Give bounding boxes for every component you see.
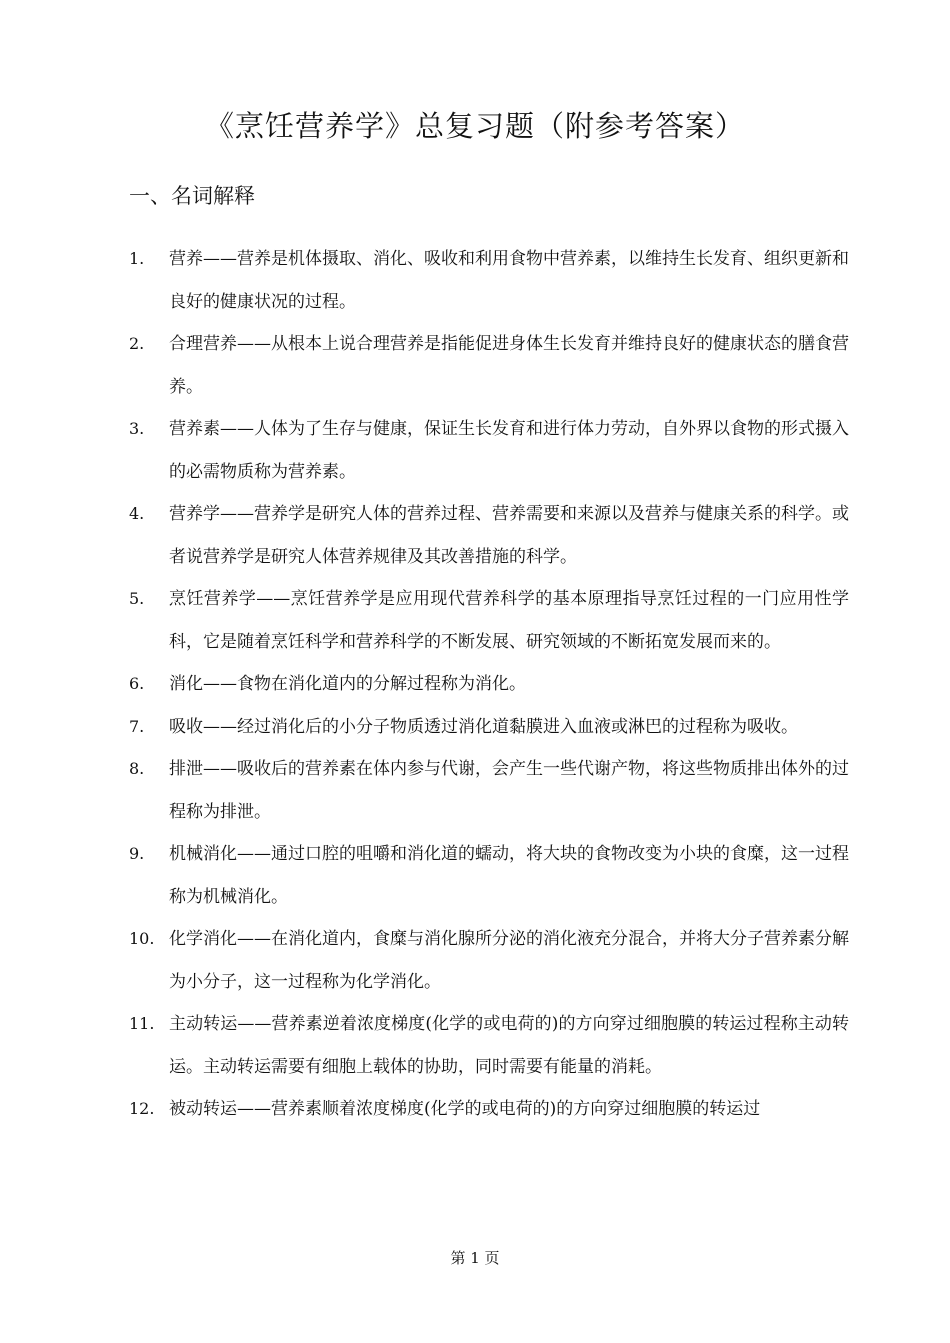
item-number: 2. (129, 334, 145, 353)
item-text: 营养——营养是机体摄取、消化、吸收和利用食物中营养素，以维持生长发育、组织更新和良好的健康状况的过程。 (169, 249, 849, 312)
item-text: 被动转运——营养素顺着浓度梯度(化学的或电荷的)的方向穿过细胞膜的转运过 (169, 1099, 761, 1119)
list-item (129, 918, 849, 1003)
list-item (129, 408, 849, 493)
item-text: 主动转运——营养素逆着浓度梯度(化学的或电荷的)的方向穿过细胞膜的转运过程称主动转运。主动转运需要有细胞上载体的协助，同时需要有能量的消耗。 (169, 1014, 849, 1077)
item-number: 1. (129, 249, 145, 268)
item-text: 机械消化——通过口腔的咀嚼和消化道的蠕动，将大块的食物改变为小块的食糜，这一过程称为机械消化。 (169, 844, 849, 907)
item-number: 4. (129, 504, 145, 523)
list-item (129, 663, 849, 706)
list-item (129, 238, 849, 323)
list-item (129, 323, 849, 408)
list-item (129, 748, 849, 833)
item-text: 消化——食物在消化道内的分解过程称为消化。 (169, 674, 526, 694)
item-number: 11. (129, 1014, 155, 1033)
item-number: 10. (129, 929, 155, 948)
list-item (129, 493, 849, 578)
list-item (129, 1088, 849, 1131)
item-number: 5. (129, 589, 145, 608)
page-footer: 第 1 页 (450, 1249, 500, 1267)
list-item (129, 706, 849, 749)
list-item (129, 833, 849, 918)
item-text: 烹饪营养学——烹饪营养学是应用现代营养科学的基本原理指导烹饪过程的一门应用性学科，它是随着烹饪科学和营养科学的不断发展、研究领域的不断拓宽发展而来的。 (169, 589, 849, 652)
item-number: 7. (129, 716, 145, 736)
item-number: 12. (129, 1099, 155, 1118)
term-definition-list (129, 238, 849, 1131)
item-text: 营养学——营养学是研究人体的营养过程、营养需要和来源以及营养与健康关系的科学。或者说营养学是研究人体营养规律及其改善措施的科学。 (169, 504, 849, 567)
item-text: 排泄——吸收后的营养素在体内参与代谢，会产生一些代谢产物，将这些物质排出体外的过程称为排泄。 (169, 759, 849, 822)
item-number: 8. (129, 759, 145, 778)
item-text: 合理营养——从根本上说合理营养是指能促进身体生长发育并维持良好的健康状态的膳食营养。 (169, 334, 849, 397)
list-item (129, 578, 849, 663)
item-text: 营养素——人体为了生存与健康，保证生长发育和进行体力劳动，自外界以食物的形式摄入的必需物质称为营养素。 (169, 419, 849, 482)
document-title: 《烹饪营养学》总复习题（附参考答案） (204, 109, 745, 143)
list-item (129, 1003, 849, 1088)
item-number: 3. (129, 419, 145, 438)
item-text: 化学消化——在消化道内，食糜与消化腺所分泌的消化液充分混合，并将大分子营养素分解为小分子，这一过程称为化学消化。 (169, 929, 849, 992)
section-heading: 一、名词解释 (129, 184, 255, 208)
item-text: 吸收——经过消化后的小分子物质透过消化道黏膜进入血液或淋巴的过程称为吸收。 (169, 716, 798, 737)
item-number: 6. (129, 674, 145, 693)
item-number: 9. (129, 844, 145, 863)
